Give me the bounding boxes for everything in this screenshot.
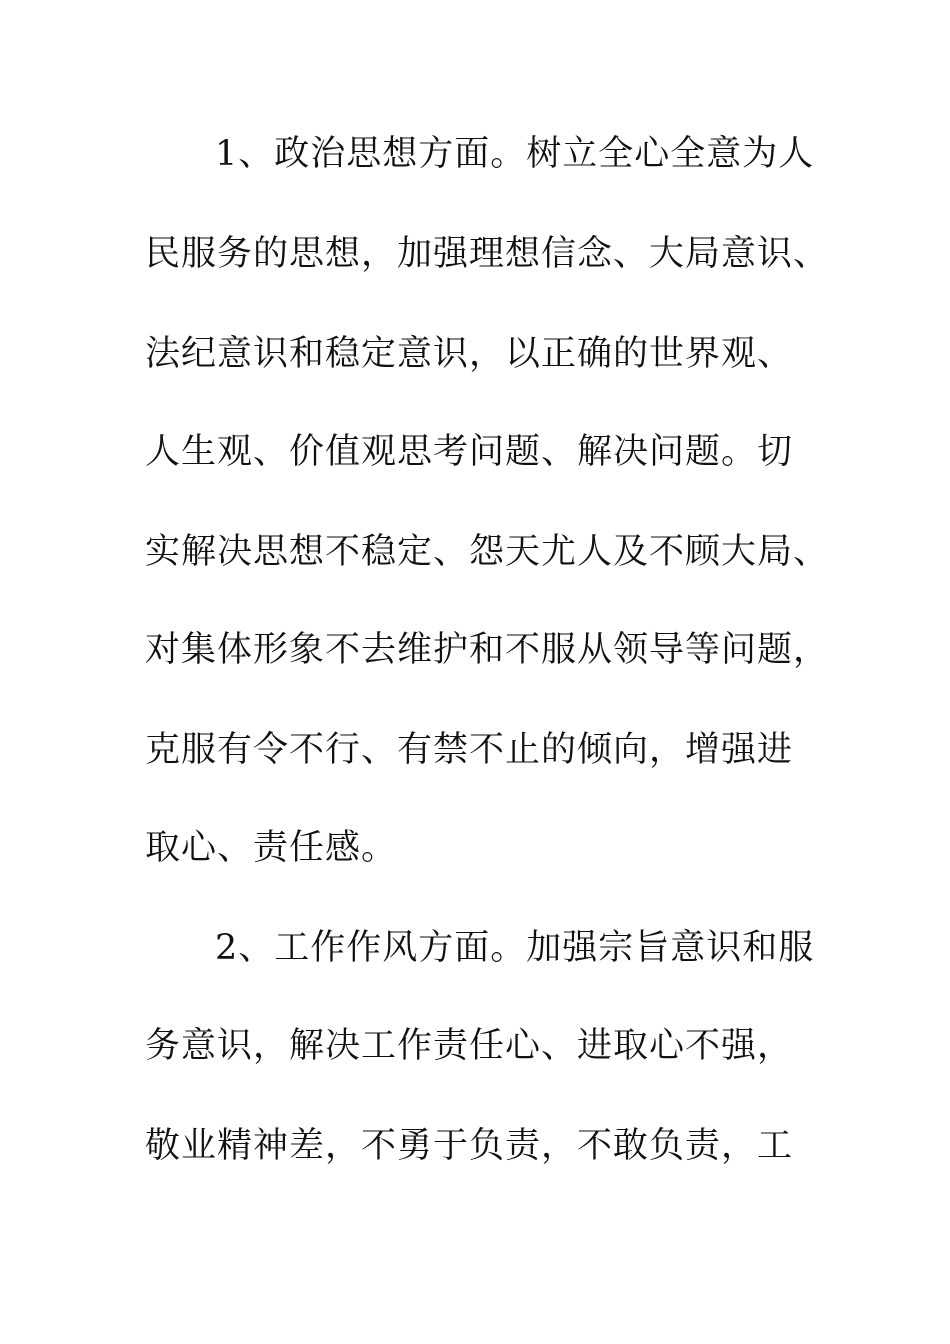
paragraph-1-line-6: 对集体形象不去维护和不服从领导等问题， bbox=[145, 630, 830, 670]
paragraph-2-line-3: 敬业精神差，不勇于负责，不敢负责，工 bbox=[145, 1126, 794, 1166]
paragraph-1-line-8: 取心、责任感。 bbox=[145, 828, 398, 868]
paragraph-1-line-5: 实解决思想不稳定、怨天尤人及不顾大局、 bbox=[145, 532, 830, 572]
paragraph-1-line-1: 1、政治思想方面。树立全心全意为人 bbox=[215, 134, 815, 174]
paragraph-1-line-4: 人生观、价值观思考问题、解决问题。切 bbox=[145, 432, 794, 472]
paragraph-1-line-2: 民服务的思想，加强理想信念、大局意识、 bbox=[145, 234, 830, 274]
paragraph-2-line-2: 务意识，解决工作责任心、进取心不强， bbox=[145, 1026, 794, 1066]
paragraph-1-line-3: 法纪意识和稳定意识，以正确的世界观、 bbox=[145, 334, 794, 374]
paragraph-1-line-7: 克服有令不行、有禁不止的倾向，增强进 bbox=[145, 730, 794, 770]
paragraph-2-line-1: 2、工作作风方面。加强宗旨意识和服 bbox=[215, 928, 815, 968]
